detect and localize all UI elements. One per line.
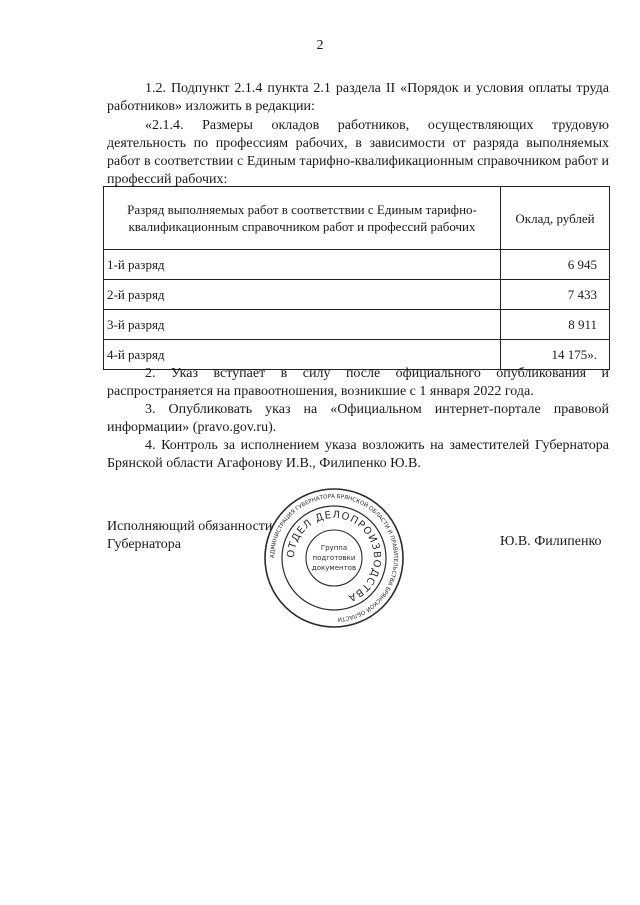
grade-cell: 1-й разряд bbox=[104, 250, 501, 280]
salary-cell: 14 175». bbox=[501, 340, 610, 370]
signatory-name: Ю.В. Филипенко bbox=[500, 534, 602, 549]
salary-cell: 6 945 bbox=[501, 250, 610, 280]
signatory-position-line1: Исполняющий обязанности bbox=[107, 519, 273, 534]
paragraph-3: 3. Опубликовать указ на «Официальном интернет-портале правовой информации» (pravo.gov.ru). bbox=[107, 402, 609, 435]
stamp-center-line3: документов bbox=[311, 564, 357, 572]
page-number: 2 bbox=[316, 38, 324, 53]
table-header-salary: Оклад, рублей bbox=[501, 187, 610, 250]
office-stamp bbox=[263, 487, 405, 629]
table-row bbox=[104, 310, 610, 340]
stamp-ring-text: ОТДЕЛ ДЕЛОПРОИЗВОДСТВА bbox=[285, 509, 383, 604]
salary-cell: 8 911 bbox=[501, 310, 610, 340]
grade-cell: 2-й разряд bbox=[104, 280, 501, 310]
salary-cell: 7 433 bbox=[501, 280, 610, 310]
grade-cell: 3-й разряд bbox=[104, 310, 501, 340]
stamp-center-line1: Группа bbox=[320, 544, 348, 552]
table-header-row bbox=[104, 187, 610, 250]
salary-table bbox=[103, 186, 610, 370]
signatory-position-line2: Губернатора bbox=[107, 537, 182, 552]
stamp-outer-text: АДМИНИСТРАЦИЯ ГУБЕРНАТОРА БРЯНСКОЙ ОБЛАСТИ И ПРАВИТЕЛЬСТВА БРЯНСКОЙ ОБЛАСТИ bbox=[269, 493, 399, 622]
table-row bbox=[104, 250, 610, 280]
paragraph-1-2: 1.2. Подпункт 2.1.4 пункта 2.1 раздела II «Порядок и условия оплаты труда работников» изложить в редакции: bbox=[107, 81, 609, 114]
stamp-center-line2: подготовки bbox=[312, 554, 356, 562]
paragraph-2-1-4: «2.1.4. Размеры окладов работников, осуществляющих трудовую деятельность по профессиям рабочих, в зависимости от разряда выполняемых работ в соответствии с Единым тарифно-квалификационным справочником работ и профессий рабочих: bbox=[107, 118, 609, 187]
paragraph-2: 2. Указ вступает в силу после официального опубликования и распространяется на правоотношения, возникшие с 1 января 2022 года. bbox=[107, 366, 609, 399]
signatory-position bbox=[107, 518, 272, 554]
paragraph-4: 4. Контроль за исполнением указа возложить на заместителей Губернатора Брянской области Агафонову И.В., Филипенко Ю.В. bbox=[107, 438, 609, 471]
grade-cell: 4-й разряд bbox=[104, 340, 501, 370]
table-row bbox=[104, 280, 610, 310]
table-header-grade: Разряд выполняемых работ в соответствии с Единым тарифно-квалификационным справочником работ и профессий рабочих bbox=[104, 187, 501, 250]
